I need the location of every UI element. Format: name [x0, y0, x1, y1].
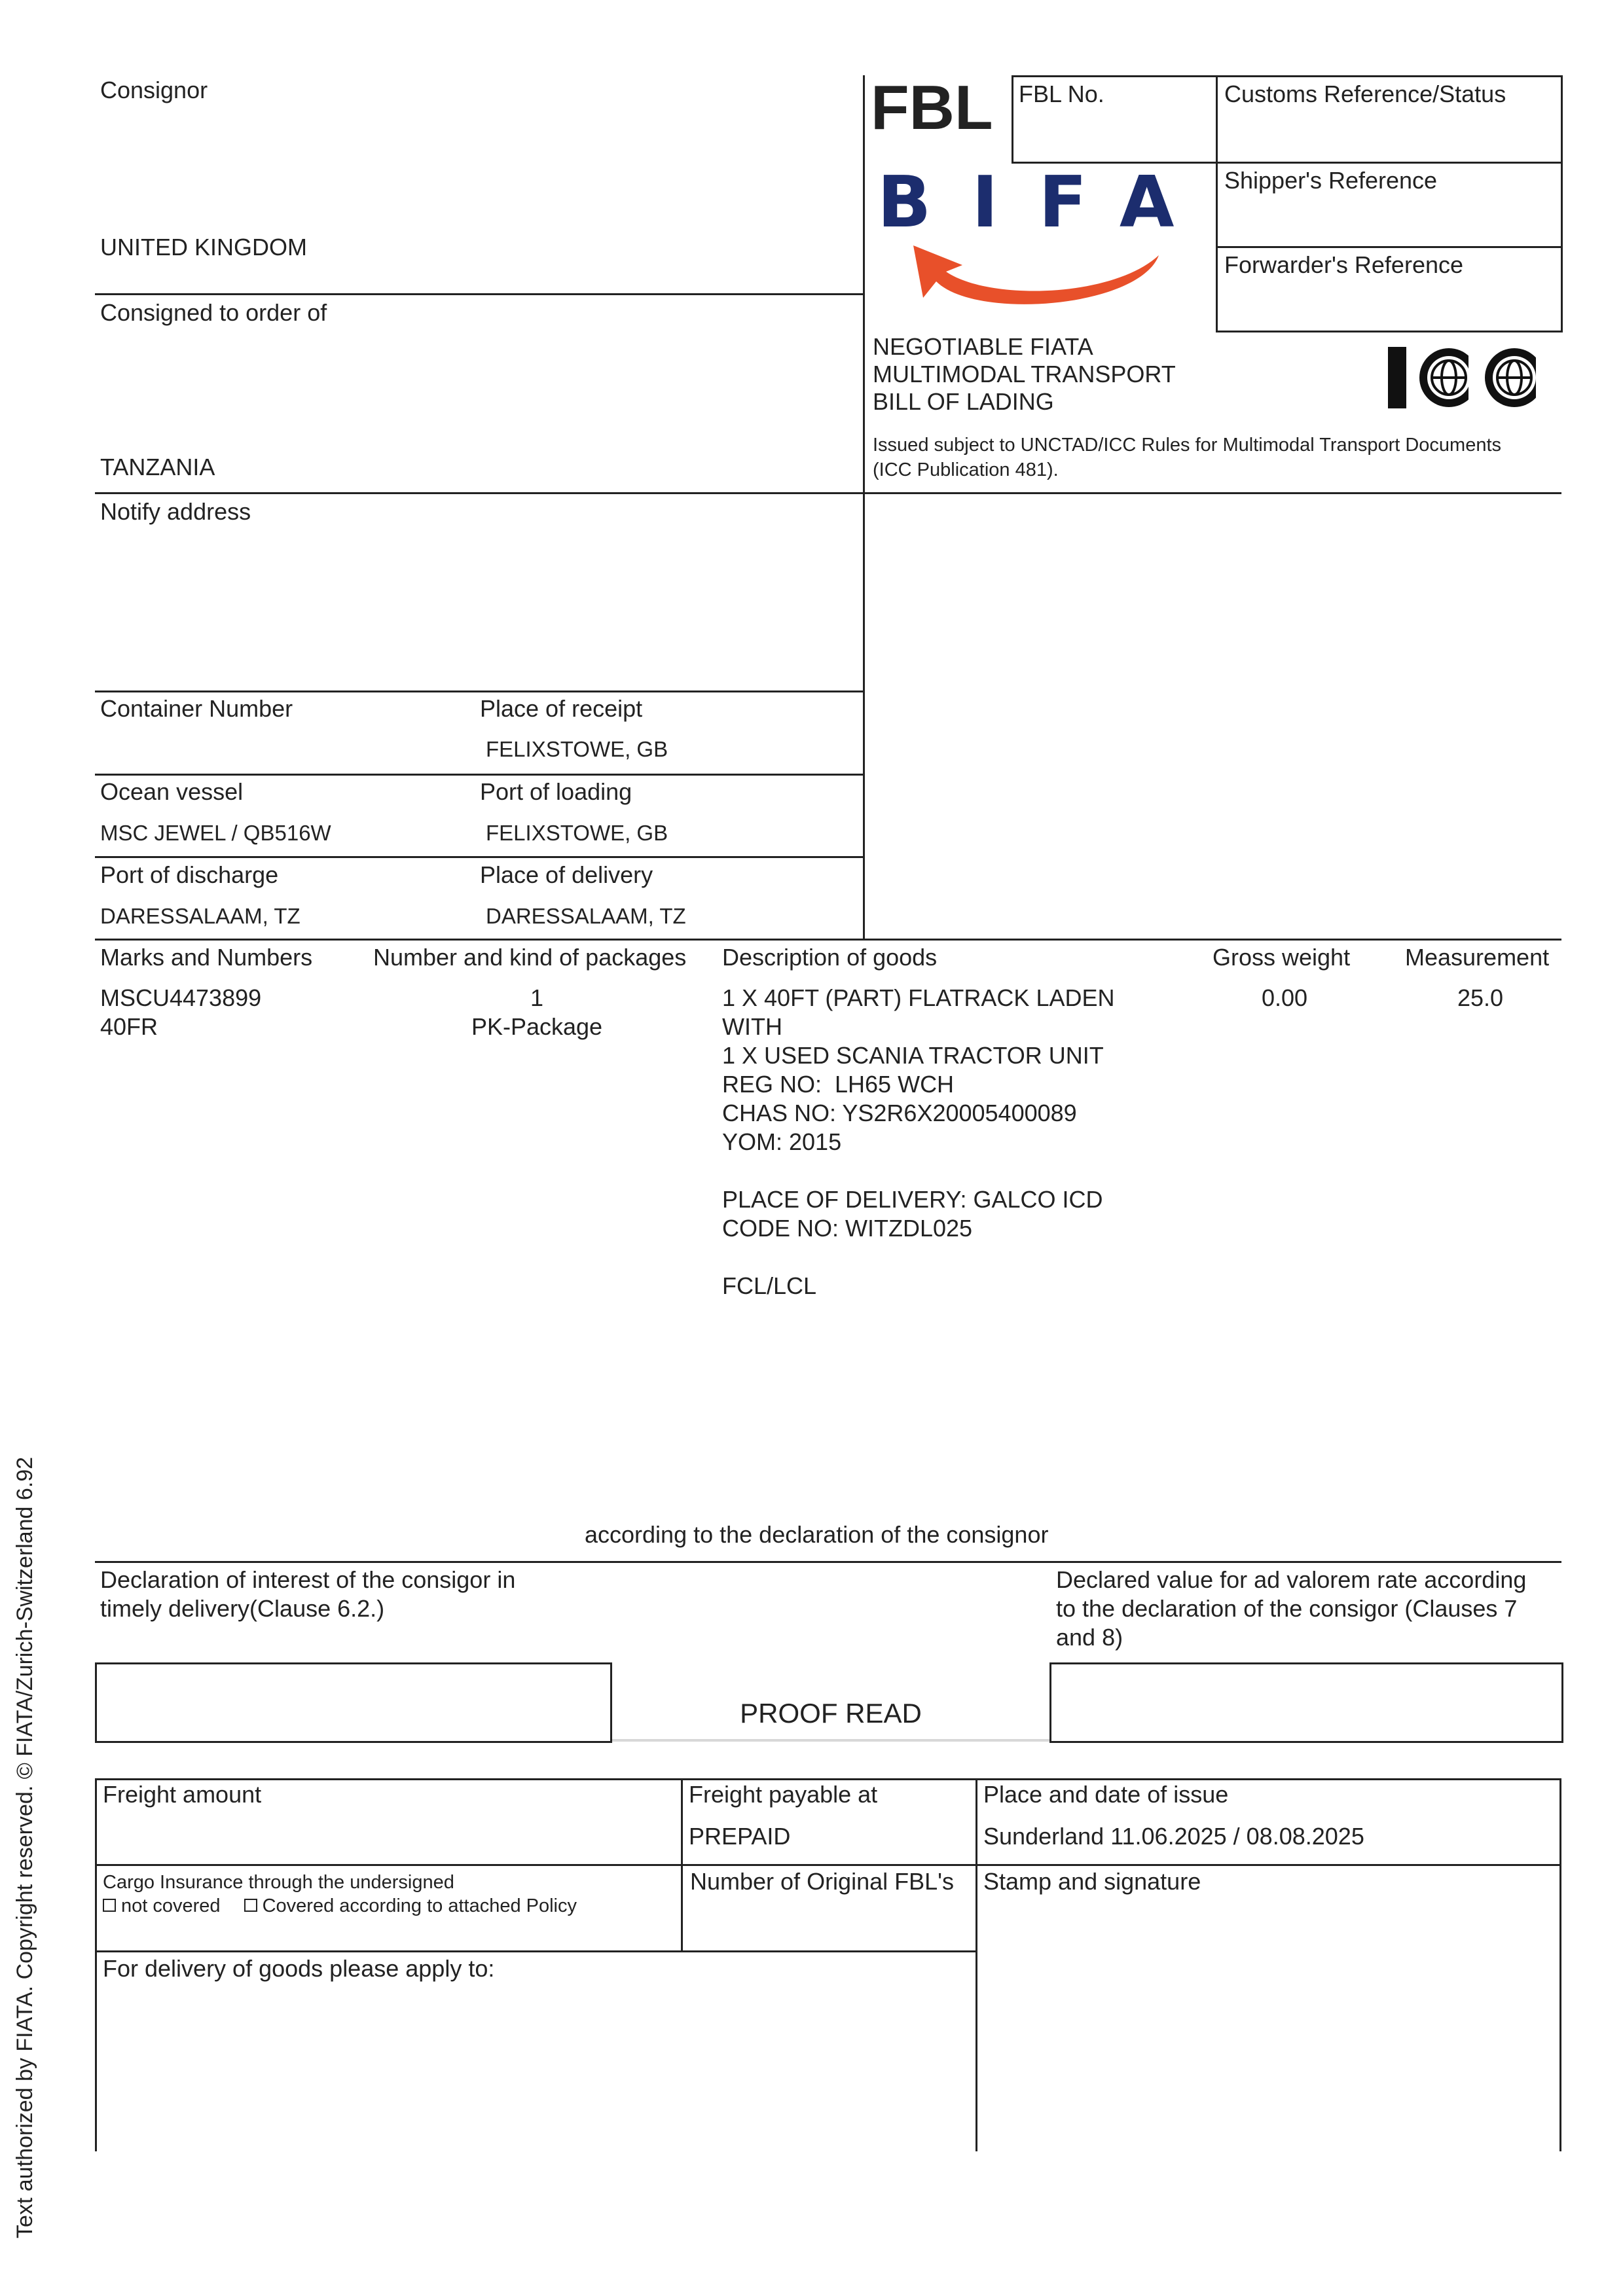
divider [95, 1778, 1561, 1780]
customs-label: Customs Reference/Status [1224, 81, 1506, 107]
port-of-discharge-label: Port of discharge [100, 861, 279, 888]
value-label-1: Declared value for ad valorem rate according [1056, 1566, 1527, 1593]
port-of-discharge-value: DARESSALAAM, TZ [100, 904, 301, 928]
divider [95, 293, 865, 295]
place-of-delivery-label: Place of delivery [480, 861, 653, 888]
rules-line-2: (ICC Publication 481). [873, 459, 1059, 480]
not-covered-label: not covered [121, 1895, 221, 1916]
proof-read-label: PROOF READ [740, 1698, 922, 1729]
consignee-country: TANZANIA [100, 454, 215, 480]
divider [95, 691, 865, 692]
title-line-1: NEGOTIABLE FIATA [873, 333, 1093, 360]
interest-label-2: timely delivery(Clause 6.2.) [100, 1595, 385, 1622]
insurance-label: Cargo Insurance through the undersigned [103, 1872, 454, 1893]
stamp-label: Stamp and signature [983, 1868, 1201, 1895]
ocean-vessel-value: MSC JEWEL / QB516W [100, 821, 331, 845]
shipper-ref-label: Shipper's Reference [1224, 167, 1438, 194]
not-covered-checkbox[interactable] [103, 1899, 116, 1912]
rules-line-1: Issued subject to UNCTAD/ICC Rules for Multimodal Transport Documents [873, 435, 1502, 456]
bifa-logo-text: BIFA [877, 162, 1215, 243]
bifa-swoosh-icon [877, 236, 1185, 321]
originals-label: Number of Original FBL's [690, 1868, 955, 1895]
description-value: 1 X 40FT (PART) FLATRACK LADEN WITH 1 X USED SCANIA TRACTOR UNIT REG NO: LH65 WCH CHAS NO: YS2R6X20005400089 YOM: 2015 PLACE OF DELIVERY: GALCO ICD CODE NO: WITZDL025 FCL/LCL [722, 984, 1115, 1299]
notify-label: Notify address [100, 498, 251, 525]
ocean-vessel-label: Ocean vessel [100, 778, 244, 805]
covered-checkbox[interactable] [244, 1899, 257, 1912]
place-of-receipt-label: Place of receipt [480, 695, 643, 722]
marks-label: Marks and Numbers [100, 944, 313, 971]
packages-label: Number and kind of packages [373, 944, 687, 971]
interest-input-box[interactable] [95, 1662, 612, 1743]
description-label: Description of goods [722, 944, 938, 971]
title-line-3: BILL OF LADING [873, 388, 1054, 415]
fbl-title: FBL [871, 73, 993, 143]
divider [95, 492, 1561, 494]
fbl-no-label: FBL No. [1019, 81, 1104, 107]
marks-value-1: MSCU4473899 [100, 984, 262, 1011]
vertical-divider [976, 1778, 977, 2151]
insurance-options [96, 1894, 577, 1918]
port-of-loading-label: Port of loading [480, 778, 632, 805]
freight-payable-label: Freight payable at [689, 1781, 878, 1808]
side-copyright: Text authorized by FIATA. Copyright reserved. © FIATA/Zurich-Switzerland 6.92 [12, 1456, 37, 2238]
divider [95, 939, 1561, 941]
value-label-3: and 8) [1056, 1624, 1123, 1651]
consignor-country: UNITED KINGDOM [100, 234, 308, 260]
freight-amount-label: Freight amount [103, 1781, 262, 1808]
place-of-delivery-value: DARESSALAAM, TZ [486, 904, 686, 928]
divider [95, 856, 865, 858]
consignor-label: Consignor [100, 77, 208, 103]
packages-value-1: 1 [530, 984, 544, 1011]
title-line-2: MULTIMODAL TRANSPORT [873, 361, 1176, 387]
container-number-label: Container Number [100, 695, 293, 722]
icc-logo [1387, 342, 1554, 414]
divider [95, 1950, 977, 1952]
vertical-divider [863, 75, 865, 939]
declaration-note: according to the declaration of the consignor [585, 1521, 1049, 1548]
packages-value-2: PK-Package [471, 1013, 603, 1040]
place-of-receipt-value: FELIXSTOWE, GB [486, 737, 668, 761]
marks-value-2: 40FR [100, 1013, 158, 1040]
icc-logo-text [1387, 419, 1393, 425]
bifa-logo [877, 162, 1215, 324]
vertical-divider [95, 1778, 97, 2151]
place-date-value: Sunderland 11.06.2025 / 08.08.2025 [983, 1823, 1364, 1850]
consignee-label: Consigned to order of [100, 299, 327, 326]
forwarder-ref-label: Forwarder's Reference [1224, 251, 1464, 278]
measurement-value: 25.0 [1457, 984, 1504, 1011]
gross-weight-label: Gross weight [1213, 944, 1351, 971]
value-input-box[interactable] [1049, 1662, 1563, 1743]
icc-globe-icon [1387, 342, 1554, 414]
port-of-loading-value: FELIXSTOWE, GB [486, 821, 668, 845]
proof-underline [612, 1739, 1049, 1742]
place-date-label: Place and date of issue [983, 1781, 1229, 1808]
divider [95, 1864, 1561, 1866]
gross-weight-value: 0.00 [1261, 984, 1308, 1011]
divider [95, 1561, 1561, 1563]
covered-label: Covered according to attached Policy [262, 1895, 577, 1916]
divider [95, 774, 865, 776]
vertical-divider [1559, 1778, 1561, 2151]
measurement-label: Measurement [1405, 944, 1550, 971]
interest-label-1: Declaration of interest of the consigor in [100, 1566, 516, 1593]
freight-payable-value: PREPAID [689, 1823, 791, 1850]
delivery-apply-label: For delivery of goods please apply to: [103, 1955, 495, 1982]
value-label-2: to the declaration of the consigor (Clauses 7 [1056, 1595, 1518, 1622]
